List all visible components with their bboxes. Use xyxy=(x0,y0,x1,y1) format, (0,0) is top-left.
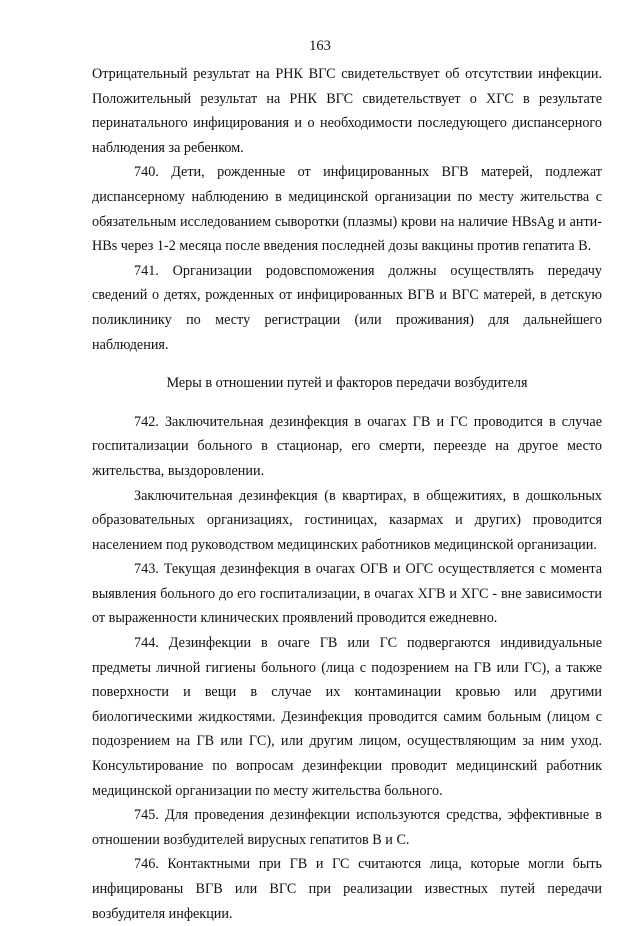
paragraph-742: 742. Заключительная дезинфекция в очагах ГВ и ГС проводится в случае госпитализации больного в стационар, его смерти, переезде на другое место жительства, выздоровлении. xyxy=(92,413,602,479)
paragraph-744: 744. Дезинфекции в очаге ГВ или ГС подвергаются индивидуальные предметы личной гигиены больного (лица с подозрением на ГВ или ГС), а также поверхности и вещи в случае их контаминации кровью или другими биологическими жидкостями. Дезинфекция проводится самим больным (лицом с подозрением на ГВ или ГС), или другим лицом, осуществляющим за ним уход. Консультирование по вопросам дезинфекции проводит медицинский работник медицинской организации по месту жительства больного. xyxy=(92,635,602,799)
page-number: 163 xyxy=(309,38,331,54)
paragraph-final-disinfection: Заключительная дезинфекция (в квартирах, в общежитиях, в дошкольных образовательных организациях, гостиницах, казармах и других) проводится населением под руководством медицинских работников медицинской организации. xyxy=(92,487,602,553)
paragraph-741: 741. Организации родовспоможения должны осуществлять передачу сведений о детях, рожденных от инфицированных ВГВ и ВГС матерей, в детскую поликлинику по месту регистрации (или проживания) для дальнейшего наблюдения. xyxy=(92,262,602,353)
paragraph-745: 745. Для проведения дезинфекции используются средства, эффективные в отношении возбудителей вирусных гепатитов В и С. xyxy=(92,807,602,848)
paragraph-746: 746. Контактными при ГВ и ГС считаются лица, которые могли быть инфицированы ВГВ или ВГС при реализации известных путей передачи возбудителя инфекции. xyxy=(92,856,602,922)
paragraph-740: 740. Дети, рожденные от инфицированных ВГВ матерей, подлежат диспансерному наблюдению в медицинской организации по месту жительства с обязательным исследованием сыворотки (плазмы) крови на наличие HBsAg и анти-HBs через 1-2 месяца после введения последней дозы вакцины против гепатита В. xyxy=(92,164,602,255)
paragraph-result-interpretation: Отрицательный результат на РНК ВГС свидетельствует об отсутствии инфекции. Положительный результат на РНК ВГС свидетельствует о ХГС в результате перинатального инфицирования и о необходимости последующего диспансерного наблюдения за ребенком. xyxy=(92,66,602,156)
section-heading: Меры в отношении путей и факторов передачи возбудителя xyxy=(166,375,528,392)
paragraph-743: 743. Текущая дезинфекция в очагах ОГВ и ОГС осуществляется с момента выявления больного до его госпитализации, в очагах ХГВ и ХГС - вне зависимости от выраженности клинических проявлений проводится ежедневно. xyxy=(92,561,602,627)
document-body xyxy=(92,62,602,926)
